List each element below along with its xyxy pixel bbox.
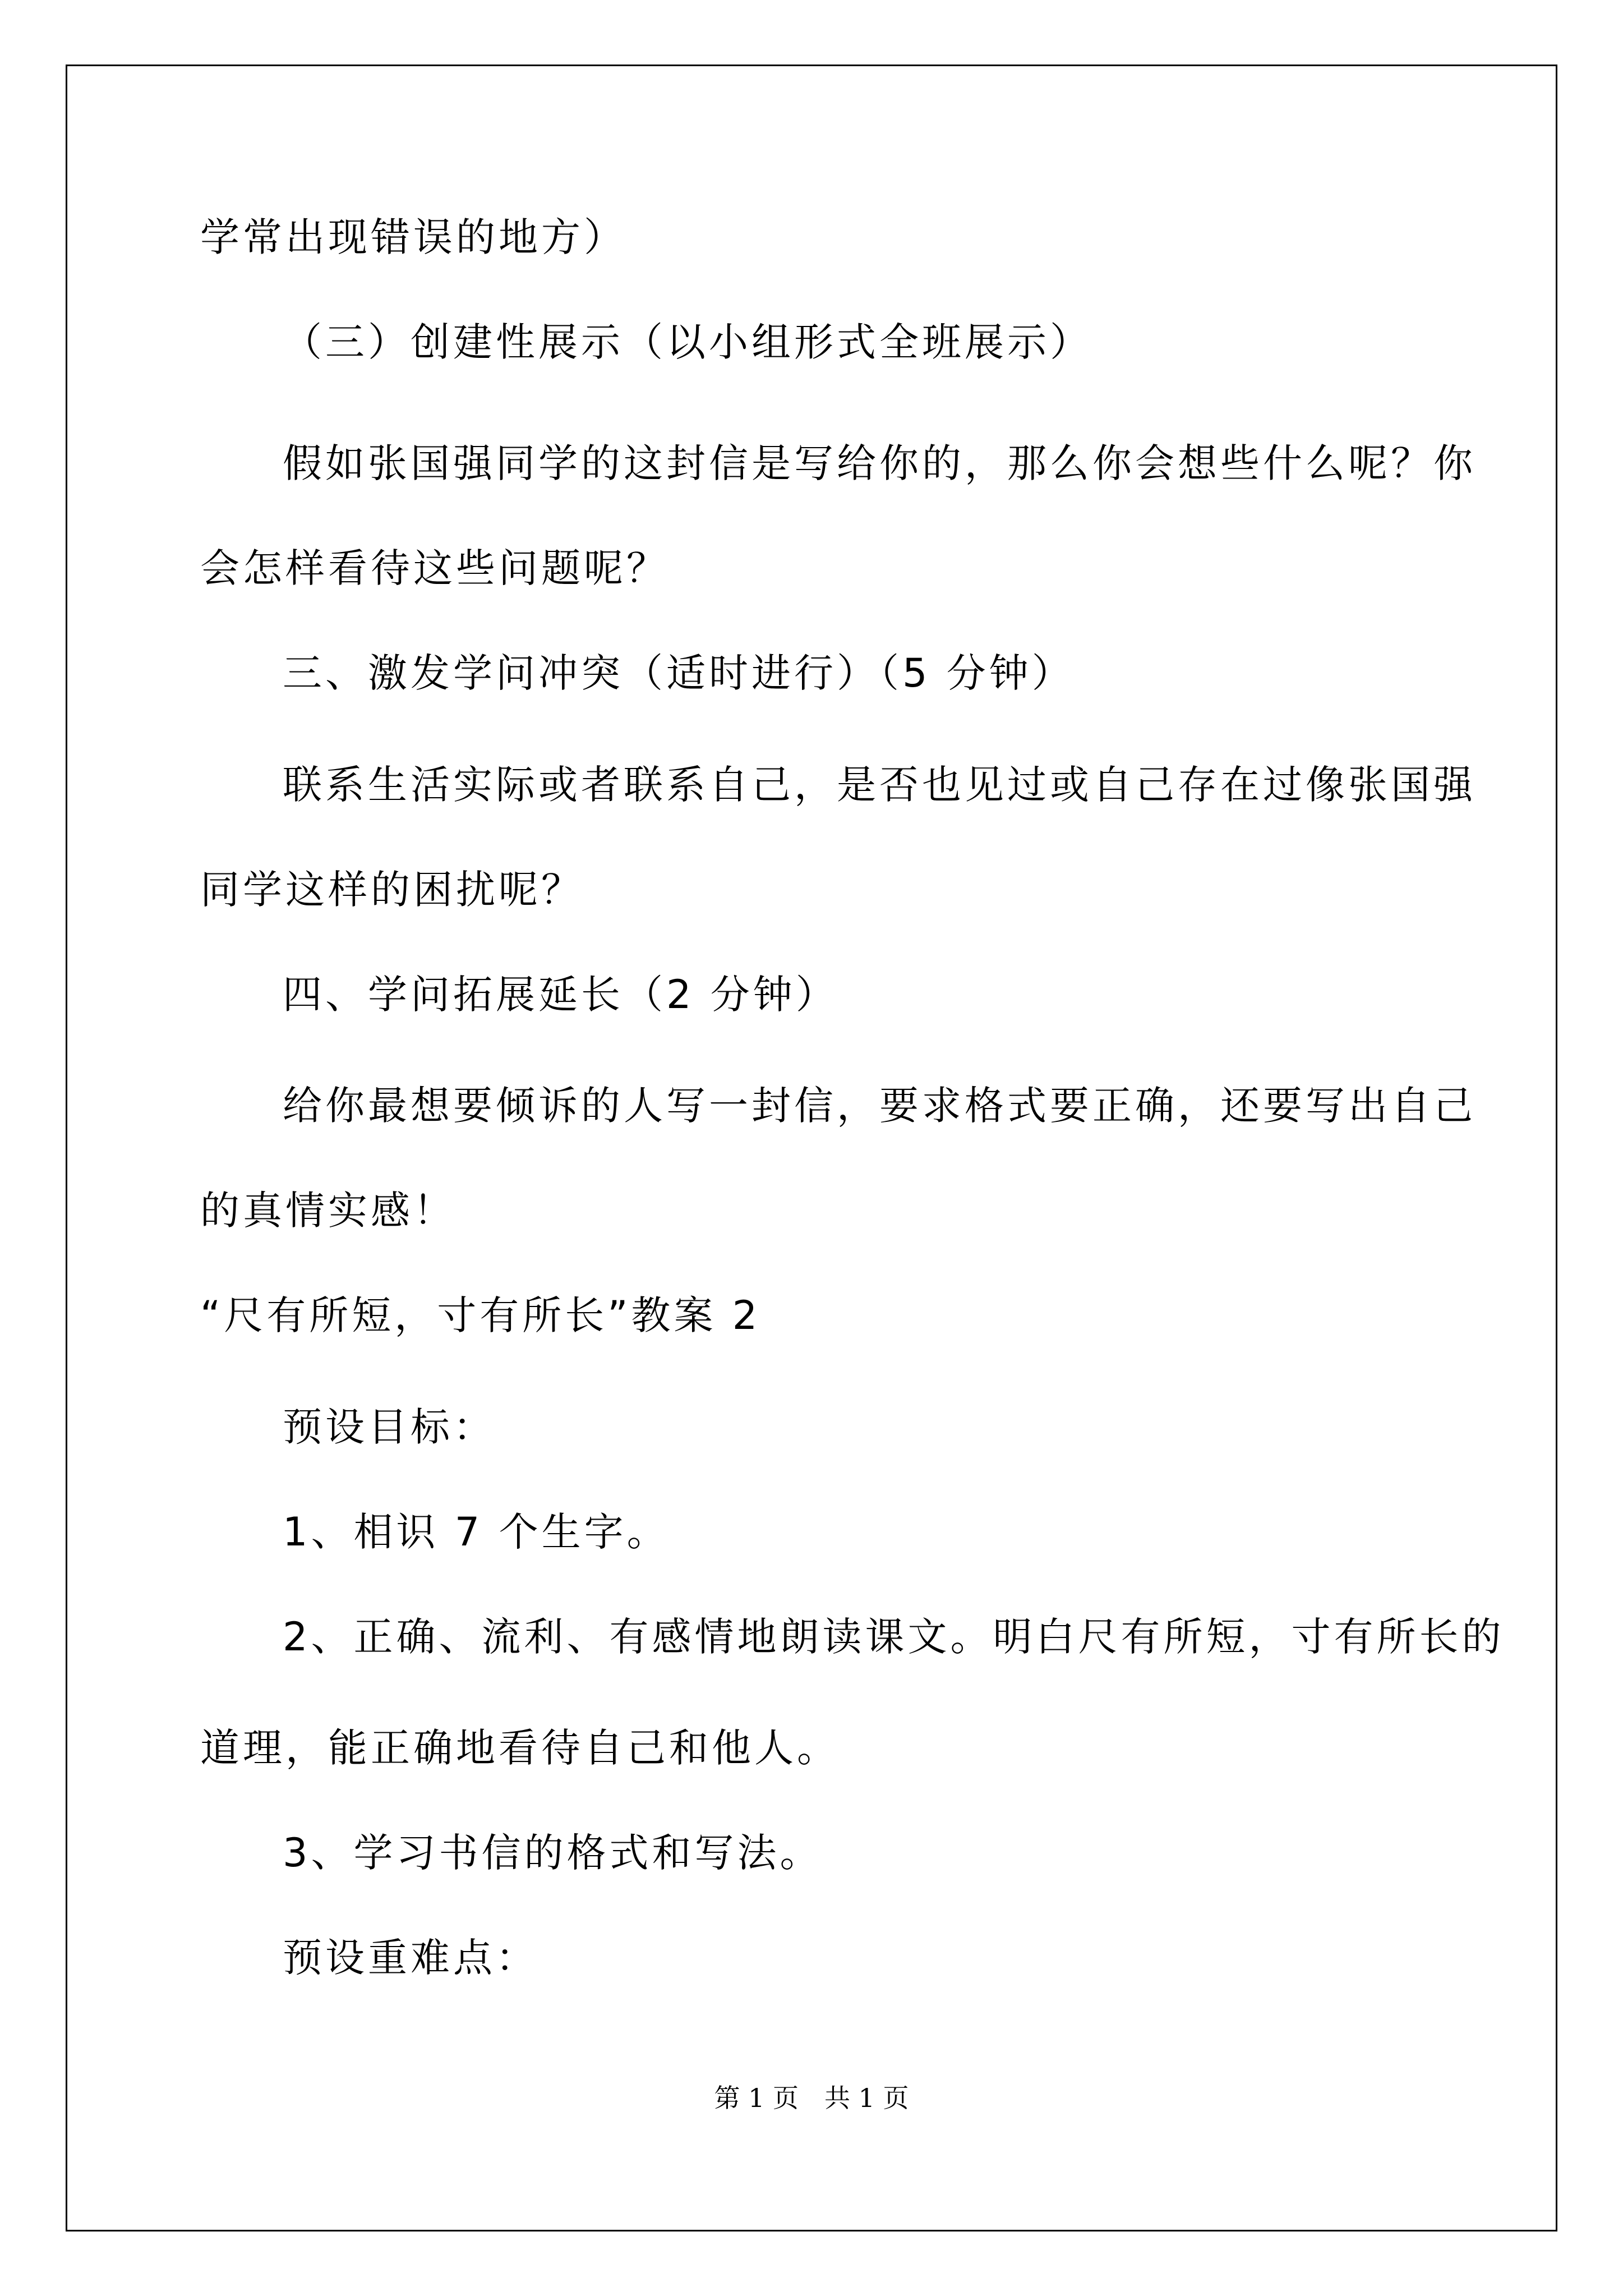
- paragraph: 假如张国强同学的这封信是写给你的，那么你会想些什么呢？你: [283, 440, 1476, 486]
- page-footer: 第 1 页 共 1 页: [714, 2083, 909, 2113]
- paragraph: 2、正确、流利、有感情地朗读课文。明白尺有所短，寸有所长的: [283, 1614, 1505, 1660]
- paragraph: 3、学习书信的格式和写法。: [283, 1830, 823, 1876]
- paragraph: 学常出现错误的地方）: [200, 214, 626, 260]
- paragraph: 道理，能正确地看待自己和他人。: [200, 1725, 840, 1771]
- paragraph: 预设目标：: [283, 1404, 496, 1450]
- paragraph: （三）创建性展示（以小组形式全班展示）: [283, 319, 1092, 365]
- page-border: [66, 65, 1557, 2231]
- paragraph: 预设重难点：: [283, 1935, 538, 1981]
- paragraph: 的真情实感！: [200, 1188, 456, 1234]
- paragraph: 三、激发学问冲突（适时进行）（5 分钟）: [283, 650, 1075, 696]
- paragraph: 联系生活实际或者联系自己，是否也见过或自己存在过像张国强: [283, 762, 1476, 808]
- paragraph: 四、学问拓展延长（2 分钟）: [283, 972, 838, 1018]
- paragraph: 1、相识 7 个生字。: [283, 1509, 670, 1555]
- section-heading: “尺有所短，寸有所长”教案 2: [200, 1292, 761, 1338]
- paragraph: 同学这样的困扰呢？: [200, 867, 584, 913]
- paragraph: 会怎样看待这些问题呢？: [200, 545, 669, 591]
- paragraph: 给你最想要倾诉的人写一封信，要求格式要正确，还要写出自己: [283, 1083, 1476, 1129]
